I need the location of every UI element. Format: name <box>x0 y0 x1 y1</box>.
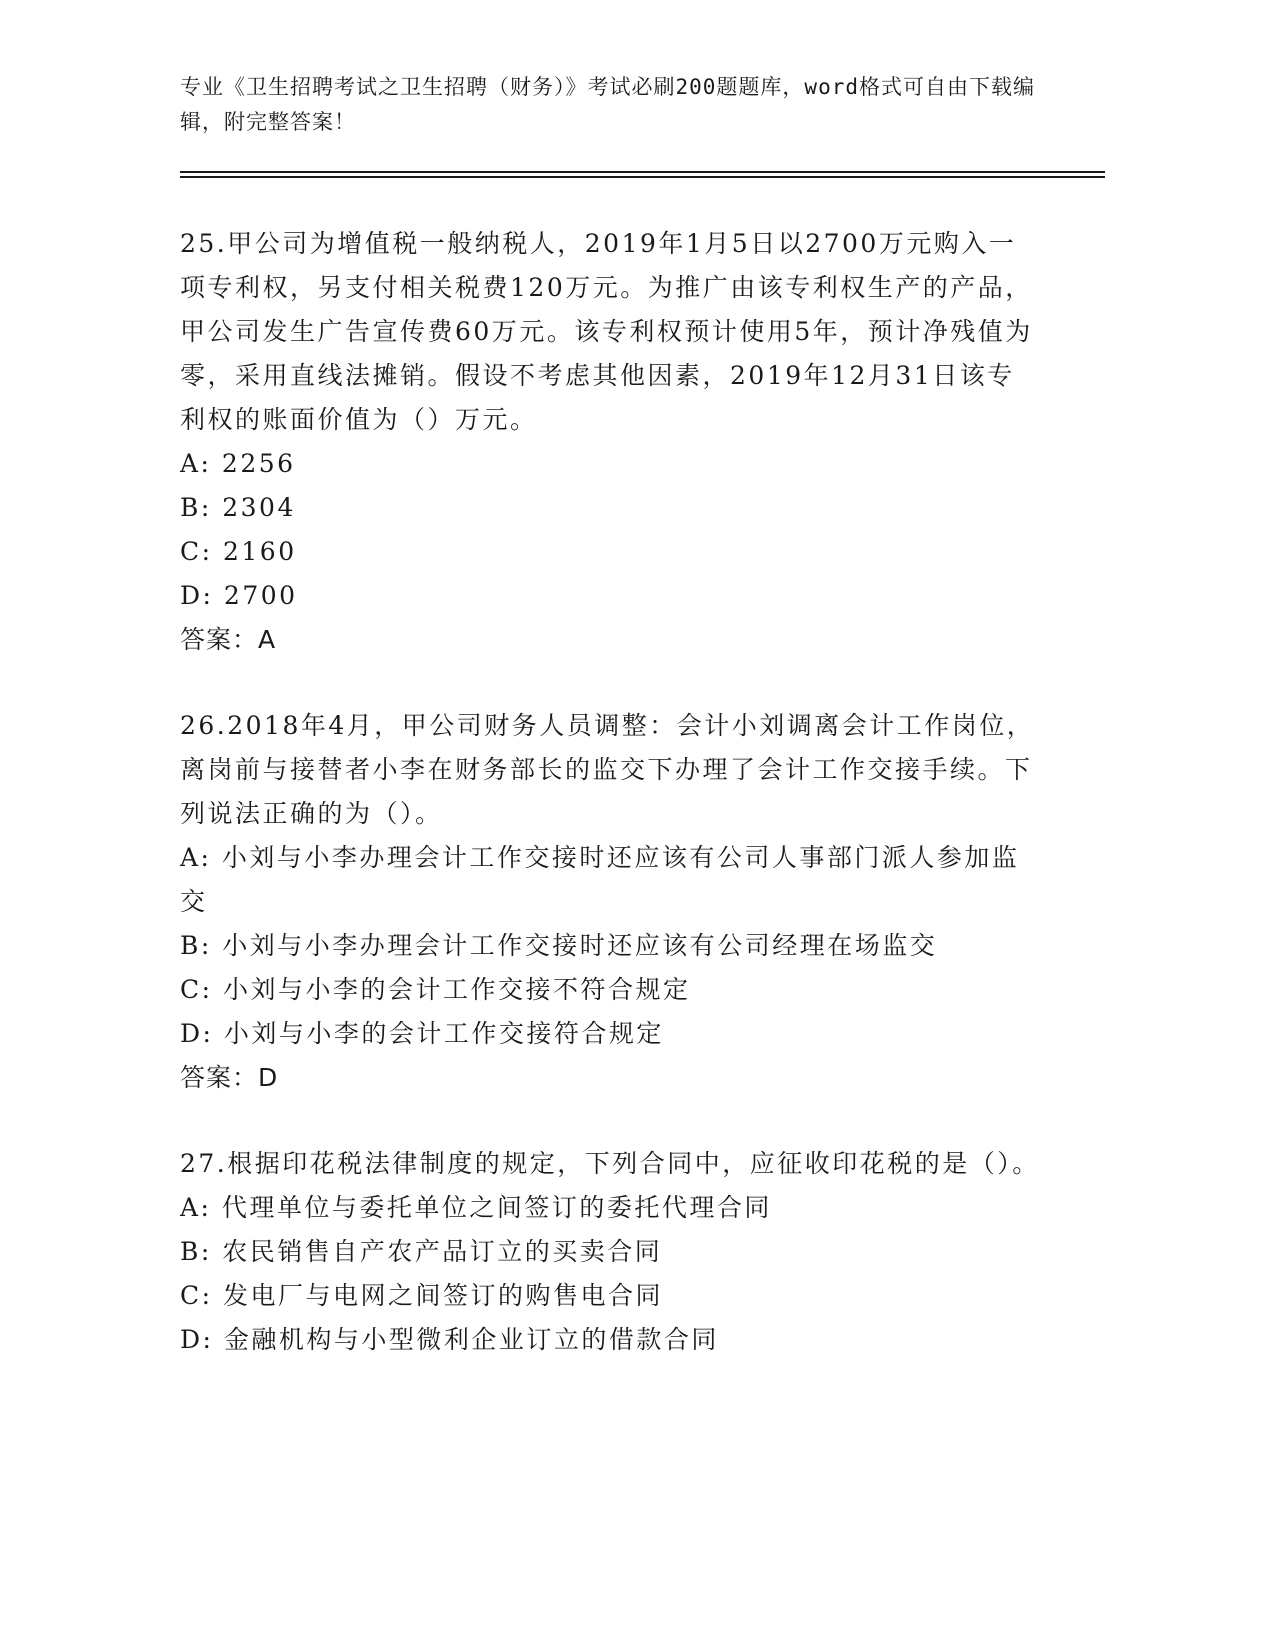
question-25 <box>180 222 1040 662</box>
question-26 <box>180 704 1040 1100</box>
option-a: A: 小刘与小李办理会计工作交接时还应该有公司人事部门派人参加监交 <box>180 843 1020 916</box>
question-stem: 26.2018年4月，甲公司财务人员调整：会计小刘调离会计工作岗位，离岗前与接替者小李在财务部长的监交下办理了会计工作交接手续。下列说法正确的为（）。 <box>180 711 1035 828</box>
option-d: D: 金融机构与小型微利企业订立的借款合同 <box>180 1325 719 1354</box>
question-list <box>180 222 1040 1404</box>
option-d: D: 小刘与小李的会计工作交接符合规定 <box>180 1019 664 1048</box>
option-d: D: 2700 <box>180 581 298 610</box>
answer: 答案：D <box>180 1063 279 1092</box>
option-b: B: 小刘与小李办理会计工作交接时还应该有公司经理在场监交 <box>180 931 938 960</box>
option-b: B: 农民销售自产农产品订立的买卖合同 <box>180 1237 663 1266</box>
option-b: B: 2304 <box>180 493 296 522</box>
document-header: 专业《卫生招聘考试之卫生招聘（财务）》考试必刷200题题库，word格式可自由下载编辑，附完整答案！ <box>180 75 1035 134</box>
answer: 答案：A <box>180 625 277 654</box>
header-divider-line <box>180 171 1105 173</box>
question-stem: 27.根据印花税法律制度的规定，下列合同中，应征收印花税的是（）。 <box>180 1149 1040 1178</box>
question-stem: 25.甲公司为增值税一般纳税人，2019年1月5日以2700万元购入一项专利权，另支付相关税费120万元。为推广由该专利权生产的产品，甲公司发生广告宣传费60万元。该专利权预计使用5年，预计净残值为零，采用直线法摊销。假设不考虑其他因素，2019年12月31日该专利权的账面价值为（）万元。 <box>180 229 1033 434</box>
option-c: C: 2160 <box>180 537 297 566</box>
question-27 <box>180 1142 1040 1362</box>
option-a: A: 代理单位与委托单位之间签订的委托代理合同 <box>180 1193 772 1222</box>
option-c: C: 小刘与小李的会计工作交接不符合规定 <box>180 975 691 1004</box>
option-a: A: 2256 <box>180 449 296 478</box>
option-c: C: 发电厂与电网之间签订的购售电合同 <box>180 1281 663 1310</box>
header-divider-line <box>180 176 1105 178</box>
